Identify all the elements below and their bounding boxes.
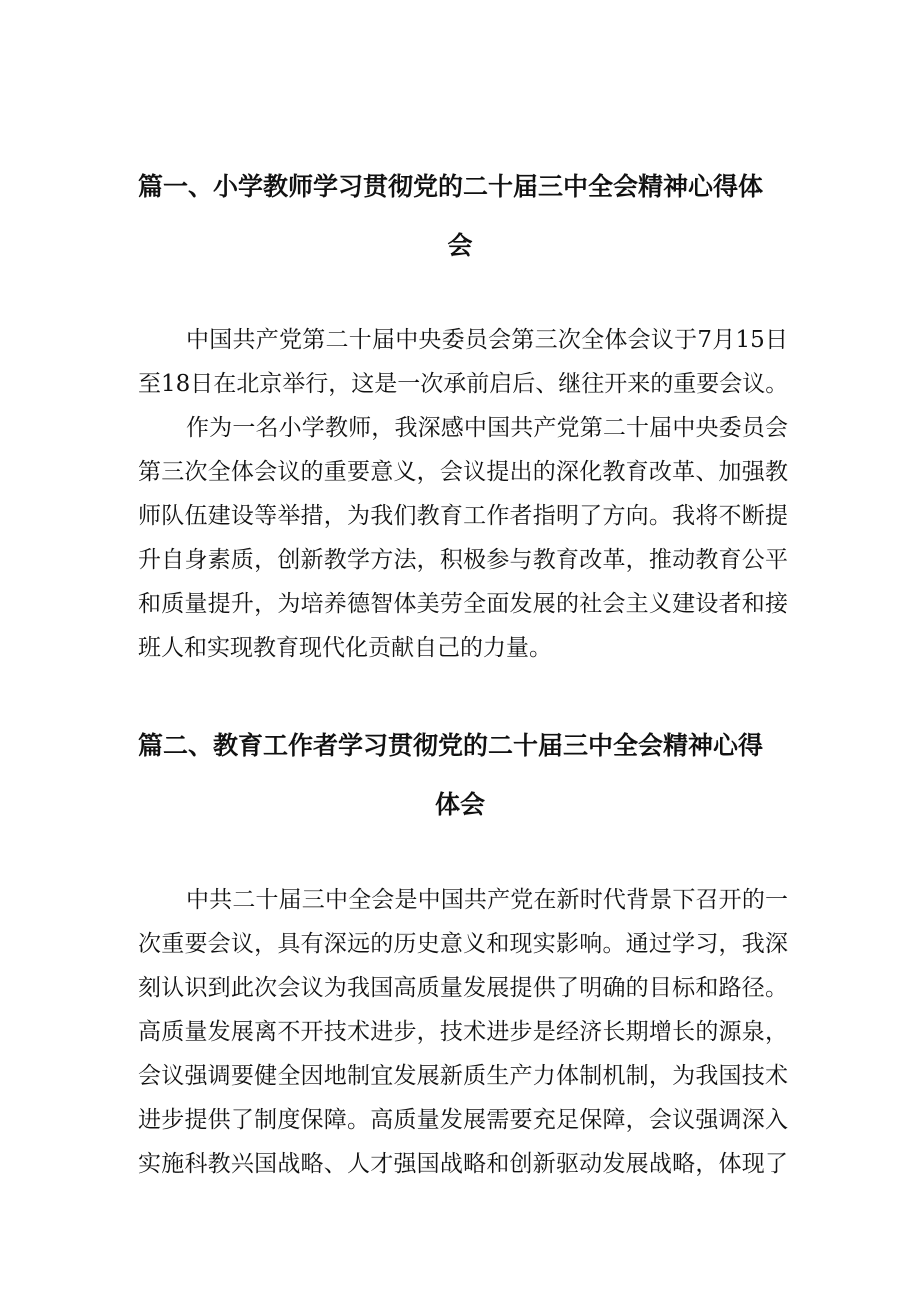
section1-paragraph2-line: 师队伍建设等举措，为我们教育工作者指明了方向。我将不断提 (138, 503, 788, 529)
section1-title-line2: 会 (447, 231, 473, 260)
section1-paragraph2-line: 第三次全体会议的重要意义，会议提出的深化教育改革、加强教 (138, 459, 788, 485)
section1-paragraph2-line: 作为一名小学教师，我深感中国共产党第二十届中央委员会 (186, 415, 788, 441)
section1-paragraph2-line: 升自身素质，创新教学方法，积极参与教育改革，推动教育公平 (138, 547, 788, 573)
section2-title-line1: 篇二、教育工作者学习贯彻党的二十届三中全会精神心得 (138, 731, 764, 760)
section2-paragraph1-line: 高质量发展离不开技术进步，技术进步是经济长期增长的源泉， (138, 1019, 788, 1045)
section2-paragraph1-line: 进步提供了制度保障。高质量发展需要充足保障，会议强调深入 (138, 1107, 788, 1133)
section2-paragraph1-line: 会议强调要健全因地制宜发展新质生产力体制机制，为我国技术 (138, 1063, 788, 1089)
section2-title-line2: 体会 (434, 790, 485, 819)
section2-paragraph1-line: 实施科教兴国战略、人才强国战略和创新驱动发展战略，体现了 (138, 1151, 788, 1177)
section2-paragraph1-line: 刻认识到此次会议为我国高质量发展提供了明确的目标和路径。 (138, 975, 788, 1001)
section1-paragraph1-line: 至18日在北京举行，这是一次承前启后、继往开来的重要会议。 (138, 371, 789, 397)
section1-title-line1: 篇一、小学教师学习贯彻党的二十届三中全会精神心得体 (138, 172, 764, 201)
section2-paragraph1-line: 中共二十届三中全会是中国共产党在新时代背景下召开的一 (186, 887, 788, 913)
section2-paragraph1-line: 次重要会议，具有深远的历史意义和现实影响。通过学习，我深 (138, 931, 788, 957)
section1-paragraph2-line: 班人和实现教育现代化贡献自己的力量。 (138, 635, 552, 661)
section1-paragraph1-line: 中国共产党第二十届中央委员会第三次全体会议于7月15日 (186, 327, 788, 353)
section1-paragraph2-line: 和质量提升，为培养德智体美劳全面发展的社会主义建设者和接 (138, 591, 788, 617)
